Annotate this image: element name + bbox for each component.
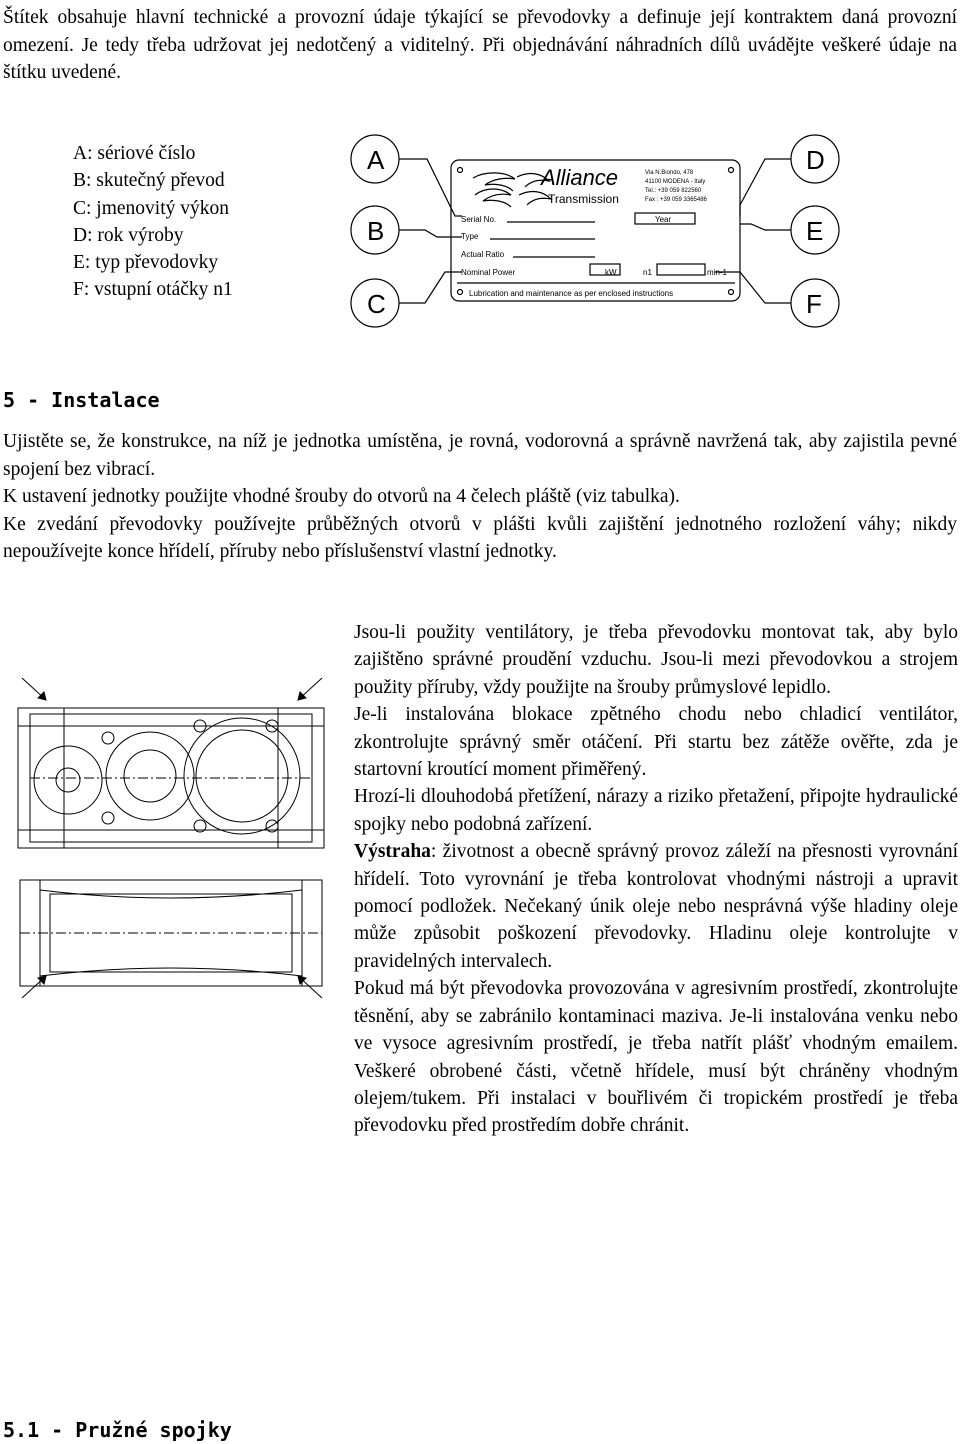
section-5-paragraph-3: Ke zvedání převodovky používejte průběžných otvorů v plášti kvůli zajištění jednotného rozložení váhy; nikdy nepoužívejte konce hřídelí, příruby nebo příslušenství vlastní jednotky.: [3, 513, 957, 562]
intro-paragraph: Štítek obsahuje hlavní technické a provozní údaje týkající se převodovky a definuje její kontraktem daná provozní omezení. Je tedy třeba udržovat jej nedotčený a viditelný. Při objednávání náhradních dílů uvádějte veškeré údaje na štítku uvedené.: [3, 7, 957, 83]
section-5-body: [3, 428, 957, 566]
kw-label: kW: [605, 268, 617, 277]
section-5-paragraph-1: Ujistěte se, že konstrukce, na níž je jednotka umístěna, je rovná, vodorovná a správně navržená tak, aby zajistila pevné spojení bez vibrací.: [3, 431, 957, 480]
callout-d-label: D: [806, 145, 825, 175]
plate-footer: Lubrication and maintenance as per enclosed instructions: [469, 289, 674, 298]
nameplate-diagram: [345, 133, 845, 328]
serial-label: Serial No.: [461, 215, 497, 224]
notes-paragraph-2: Je-li instalována blokace zpětného chodu nebo chladicí ventilátor, zkontrolujte správný směr otáčení. Při startu bez zátěže ověřte, zda je startovní kroutící moment přiměřený.: [354, 704, 958, 781]
notes-paragraph-1: Jsou-li použity ventilátory, je třeba převodovku montovat tak, aby bylo zajištěno správné proudění vzduchu. Jsou-li mezi převodovkou a strojem použity příruby, vždy použijte na šrouby průmyslové lepidlo.: [354, 622, 958, 698]
warning-text: : životnost a obecně správný provoz záleží na přesnosti vyrovnání hřídelí. Toto vyrovnání je třeba kontrolovat vhodnými nástroji a upravit pomocí podložek. Nečekaný únik oleje nebo nesprávná výše hladiny oleje může způsobit poškození převodovky. Hladinu oleje kontrolujte v pravidelných intervalech.: [354, 841, 958, 972]
callout-e-label: E: [806, 216, 824, 246]
notes-paragraph-3: Hrozí-li dlouhodobá přetížení, nárazy a riziko přetažení, připojte hydraulické spojky nebo podobná zařízení.: [354, 786, 958, 835]
legend-item-b: B: skutečný převod: [73, 170, 225, 192]
section-5-heading: 5 - Instalace: [3, 388, 160, 412]
address-line-2: 41100 MODENA - Italy: [645, 179, 706, 185]
notes-paragraph-5: Pokud má být převodovka provozována v agresivním prostředí, zkontrolujte těsnění, aby se zabránilo kontaminaci maziva. Je-li instalována venku nebo ve vysoce agresivním prostředí, je třeba natřít plášť vhodným emailem. Veškeré obrobené části, včetně hřídele, musí být chráněny vhodným olejem/tukem. Při instalaci v bouřlivém či tropickém prostředí je třeba převodovku před prostředím dobře chránit.: [354, 978, 958, 1137]
address-line-4: Fax : +39 059 3365486: [645, 197, 707, 203]
callout-a-label: A: [367, 145, 385, 175]
section-5-paragraph-2: K ustavení jednotky použijte vhodné šrouby do otvorů na 4 čelech pláště (viz tabulka).: [3, 486, 680, 507]
callout-c-label: C: [367, 289, 386, 319]
type-label: Type: [461, 232, 479, 241]
notes-warning-paragraph: [354, 838, 958, 975]
ratio-label: Actual Ratio: [461, 250, 505, 259]
rpm-label: min-1: [707, 268, 728, 277]
gearbox-drawing: [10, 668, 330, 1008]
callout-b-label: B: [367, 216, 385, 246]
legend-item-d: D: rok výroby: [73, 224, 184, 246]
plate-legend: [73, 140, 233, 304]
callout-f-label: F: [806, 289, 822, 319]
legend-item-a: A: sériové číslo: [73, 143, 196, 164]
address-line-1: Via N.Biondo, 478: [645, 170, 694, 176]
warning-label: Výstraha: [354, 841, 431, 863]
section-5-1-heading: 5.1 - Pružné spojky: [3, 1418, 232, 1442]
address-line-3: Tel.: +39 059 822560: [645, 188, 702, 194]
power-label: Nominal Power: [461, 268, 516, 277]
legend-item-c: C: jmenovitý výkon: [73, 197, 229, 219]
legend-item-f: F: vstupní otáčky n1: [73, 279, 233, 301]
installation-notes: [354, 619, 958, 1140]
year-label: Year: [655, 215, 672, 224]
brand-name: Alliance: [541, 165, 619, 190]
n1-label: n1: [643, 268, 652, 277]
brand-subtitle: Transmission: [548, 192, 619, 206]
legend-item-e: E: typ převodovky: [73, 252, 219, 274]
